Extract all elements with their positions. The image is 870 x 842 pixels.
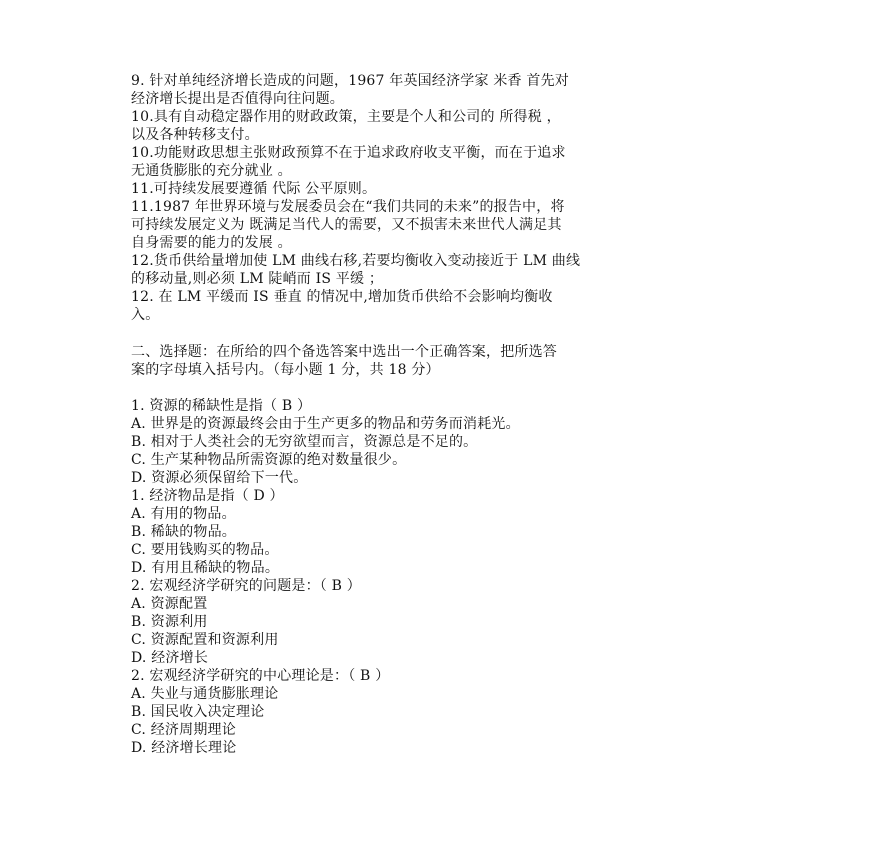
option-line: D. 经济增长 [131,650,209,666]
option-line: C. 生产某种物品所需资源的绝对数量很少。 [131,452,407,468]
option-line: B. 稀缺的物品。 [131,524,236,540]
option-line: A. 有用的物品。 [131,506,236,522]
fill-line: 以及各种转移支付。 [131,127,259,143]
option-line: B. 资源利用 [131,614,208,630]
option-line: A. 失业与通货膨胀理论 [131,686,279,702]
fill-line: 自身需要的能力的发展 。 [131,235,292,251]
fill-line: 11.1987 年世界环境与发展委员会在“我们共同的未来”的报告中，将 [131,199,565,215]
option-line: A. 世界是的资源最终会由于生产更多的物品和劳务而消耗光。 [131,416,520,432]
fill-line: 12.货币供给量增加使 LM 曲线右移,若要均衡收入变动接近于 LM 曲线 [131,253,581,269]
fill-line: 12. 在 LM 平缓而 IS 垂直 的情况中,增加货币供给不会影响均衡收 [131,289,553,305]
option-line: B. 相对于人类社会的无穷欲望而言，资源总是不足的。 [131,434,478,450]
fill-line: 9. 针对单纯经济增长造成的问题，1967 年英国经济学家 米香 首先对 [131,73,569,89]
section-heading: 案的字母填入括号内。（每小题 1 分，共 18 分） [131,362,440,378]
question-line: 2. 宏观经济学研究的问题是：（ B ） [131,578,361,594]
option-line: C. 资源配置和资源利用 [131,632,279,648]
fill-line: 11.可持续发展要遵循 代际 公平原则。 [131,181,377,197]
fill-line: 10.功能财政思想主张财政预算不在于追求政府收支平衡，而在于追求 [131,145,566,161]
fill-line: 10.具有自动稳定器作用的财政政策，主要是个人和公司的 所得税 ， [131,109,561,125]
fill-line: 入。 [131,307,160,323]
question-line: 1. 经济物品是指（ D ） [131,488,284,504]
fill-line: 无通货膨胀的充分就业 。 [131,163,292,179]
question-line: 2. 宏观经济学研究的中心理论是：（ B ） [131,668,390,684]
option-line: D. 有用且稀缺的物品。 [131,560,280,576]
option-line: A. 资源配置 [131,596,208,612]
fill-line: 的移动量,则必须 LM 陡峭而 IS 平缓 ； [131,271,384,287]
section-heading: 二、选择题：在所给的四个备选答案中选出一个正确答案，把所选答 [131,344,557,360]
fill-line: 经济增长提出是否值得向往问题。 [131,91,344,107]
option-line: C. 要用钱购买的物品。 [131,542,279,558]
option-line: B. 国民收入决定理论 [131,704,265,720]
question-line: 1. 资源的稀缺性是指（ B ） [131,398,312,414]
option-line: D. 资源必须保留给下一代。 [131,470,308,486]
fill-line: 可持续发展定义为 既满足当代人的需要，又不损害未来世代人满足其 [131,217,562,233]
option-line: C. 经济周期理论 [131,722,236,738]
option-line: D. 经济增长理论 [131,740,237,756]
